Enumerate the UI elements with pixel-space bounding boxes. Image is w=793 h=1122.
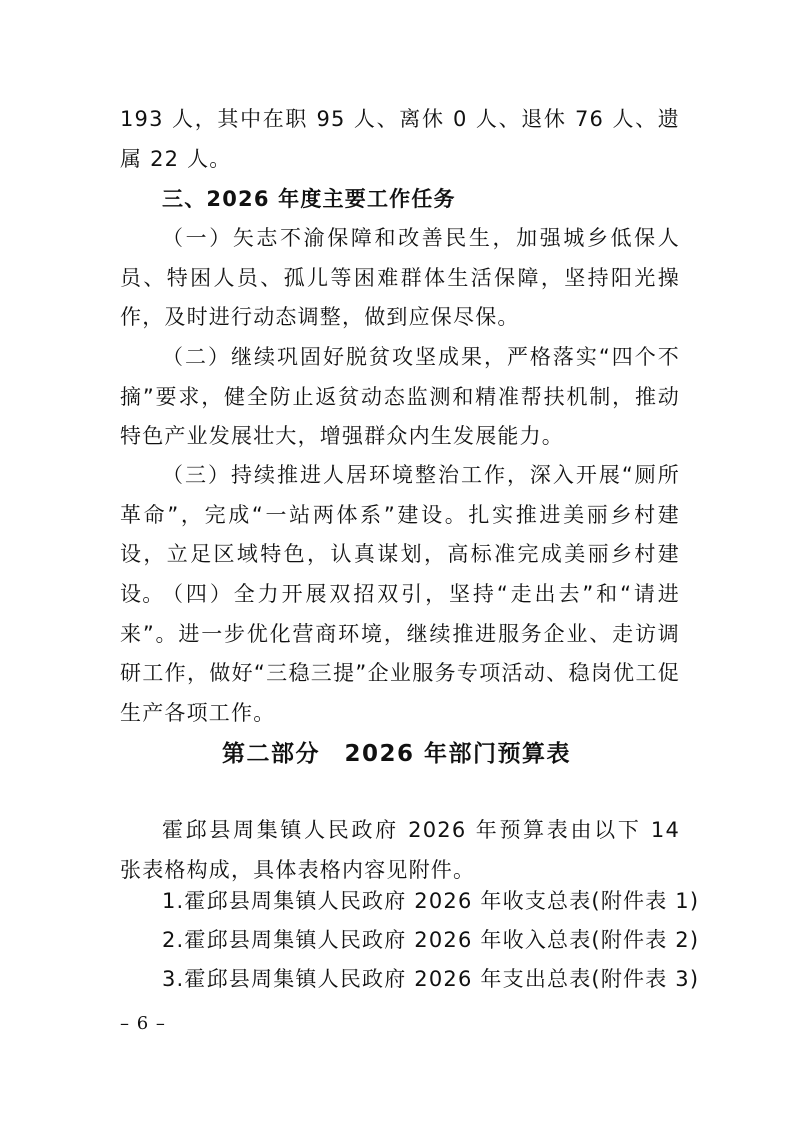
task-paragraph-1: （一）矢志不渝保障和改善民生，加强城乡低保人员、特困人员、孤儿等困难群体生活保障，坚持阳光操作，及时进行动态调整，做到应保尽保。 [120,226,680,329]
part-title: 第二部分 2026 年部门预算表 [221,741,572,767]
budget-list-item: 3.霍邱县周集镇人民政府 2026 年支出总表(附件表 3) [162,967,700,991]
budget-list-item: 1.霍邱县周集镇人民政府 2026 年收支总表(附件表 1) [162,889,700,913]
task-paragraph-2: （二）继续巩固好脱贫攻坚成果，严格落实“四个不摘”要求，健全防止返贫动态监测和精准帮扶机制，推动特色产业发展壮大，增强群众内生发展能力。 [120,345,680,448]
budget-intro-paragraph: 霍邱县周集镇人民政府 2026 年预算表由以下 14 张表格构成，具体表格内容见附件。 [120,818,680,882]
intro-paragraph: 193 人，其中在职 95 人、离休 0 人、退休 76 人、遗属 22 人。 [120,107,680,171]
task-paragraph-4: （四）全力开展双招双引，坚持“走出去”和“请进来”。进一步优化营商环境，继续推进服务企业、走访调研工作，做好“三稳三提”企业服务专项活动、稳岗优工促生产各项工作。 [120,582,680,725]
section-heading: 三、2026 年度主要工作任务 [162,187,456,211]
budget-list-item: 2.霍邱县周集镇人民政府 2026 年收入总表(附件表 2) [162,928,700,952]
page-number: – 6 – [120,1013,166,1034]
task-paragraph-3: （三）持续推进人居环境整治工作，深入开展“厕所革命”，完成“一站两体系”建设。扎实推进美丽乡村建设，立足区域特色，认真谋划，高标准完成美丽乡村建设。 [120,463,680,606]
